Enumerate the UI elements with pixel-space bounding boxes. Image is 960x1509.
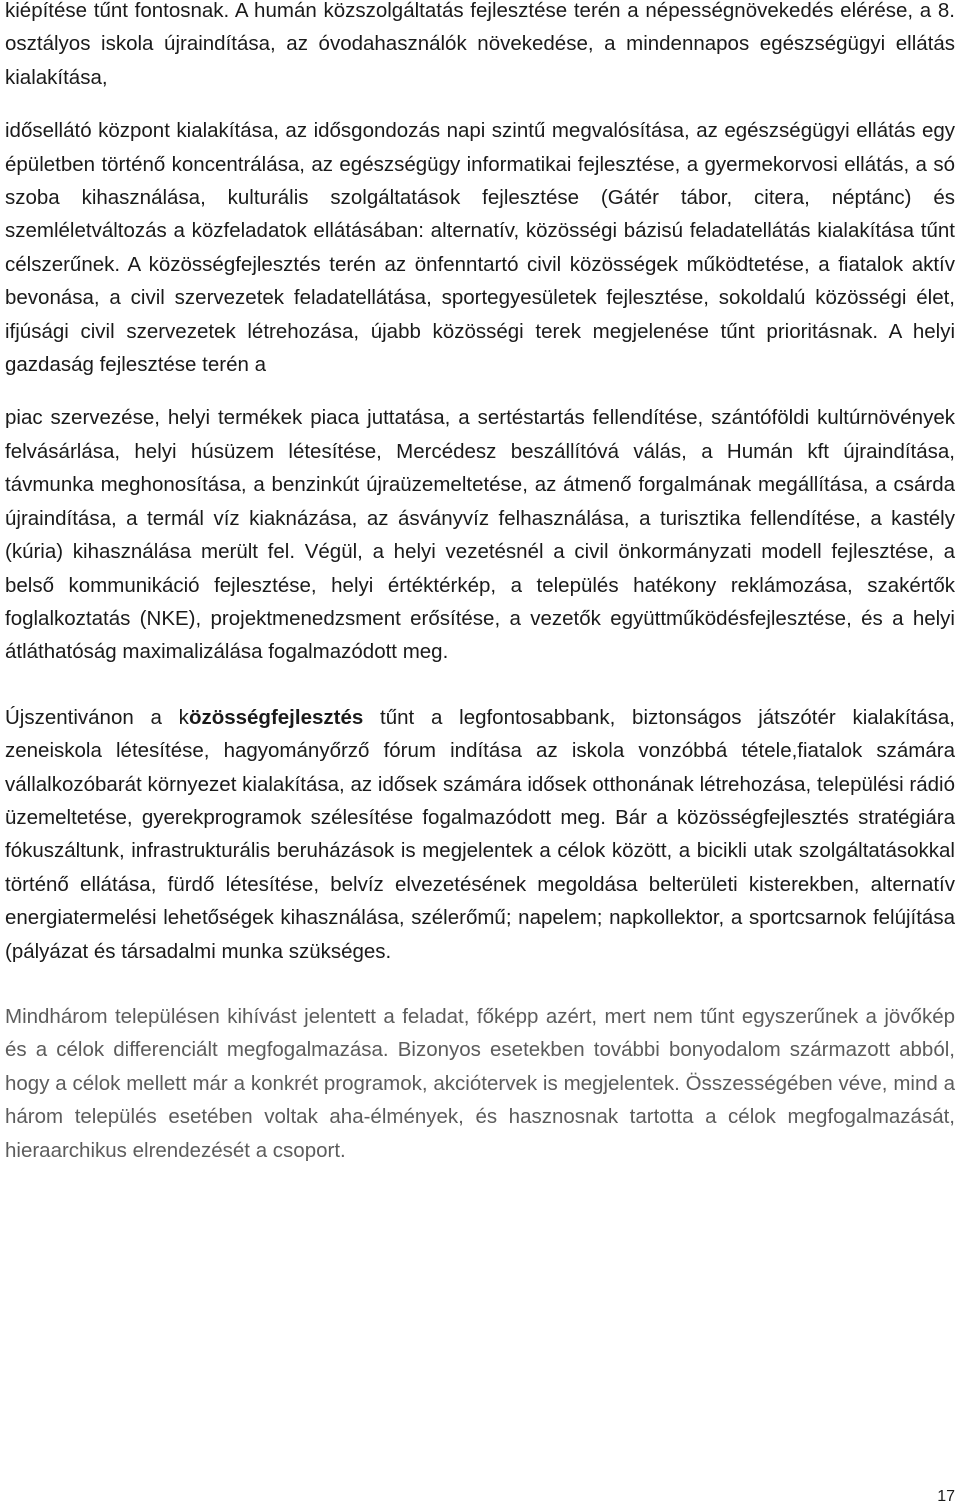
paragraph-community-development: idősellátó központ kialakítása, az idősgondozás napi szintű megvalósítása, az egészségügyi ellátás egy épületben történő koncentrálása, az egészségügy informatikai fejlesztése, a gyermekorvosi ellátás, a só szoba kihasználása, kulturális szolgáltatások fejlesztése (Gátér tábor, citera, néptánc) és szemléletváltozás a közfeladatok ellátásában: alternatív, közösségi bázisú feladatellátás kialakítása tűnt célszerűnek. A közösségfejlesztés terén az önfenntartó civil közösségek működtetése, a fiatalok aktív bevonása, a civil szervezetek feladatellátása, sportegyesületek fejlesztése, sokoldalú közösségi élet, ifjúsági civil szervezetek létrehozása, újabb közösségi terek megjelenése tűnt prioritásnak. A helyi gazdaság fejlesztése terén a (5, 119, 955, 377)
paragraph-ujszentivan-intro: Újszentivánon a k (5, 705, 189, 729)
paragraph-ujszentivan-body: tűnt a legfontosabbank, biztonságos játszótér kialakítása, zeneiskola létesítése, hagyományőrző fórum indítása az iskola vonzóbbá tétele,fiatalok számára vállalkozóbarát környezet kialakítása, az idősek számára idősek otthonának létrehozása, települési rádió üzemeltetése, gyerekprogramok szélesítése fogalmazódott meg. Bár a közösségfejlesztés stratégiára fókuszáltunk, infrastrukturális beruházások is megjelentek a célok között, a bicikli utak szolgáltatásokkal történő ellátása, fürdő létesítése, belvíz elvezetésének megoldása belterületi kisterekben, alternatív energiatermelési lehetőségek kihasználása, szélerőmű; napelem; napkollektor, a sportcsarnok felújítása (pályázat és társadalmi munka szükséges. (5, 705, 955, 963)
page-number: 17 (937, 1488, 955, 1505)
paragraph-conclusion: Mindhárom településen kihívást jelentett a feladat, főképp azért, mert nem tűnt egyszerűnek a jövőkép és a célok differenciált megfogalmazása. Bizonyos esetekben további bonyodalom származott abból, hogy a célok mellett már a konkrét programok, akciótervek is megjelentek. Összességében véve, mind a három település esetében voltak aha-élmények, és hasznosnak tartotta a célok megfogalmazását, hieraarchikus elrendezését a csoport. (5, 1004, 955, 1162)
document-page (5, 0, 955, 1167)
paragraph-ujszentivan-bold-term: özösségfejlesztés (188, 705, 364, 729)
paragraph-human-services: kiépítése tűnt fontosnak. A humán közszolgáltatás fejlesztése terén a népességnövekedés elérése, a 8. osztályos iskola újraindítása, az óvodahasználók növekedése, a mindennapos egészségügyi ellátás kialakítása, (5, 0, 955, 89)
paragraph-ujszentivan (5, 701, 955, 968)
paragraph-local-economy: piac szervezése, helyi termékek piaca juttatása, a sertéstartás fellendítése, szántóföldi kultúrnövények felvásárlása, helyi húsüzem létesítése, Mercédesz beszállítóvá válás, a Humán kft újraindítása, távmunka meghonosítása, a benzinkút újraüzemeltetése, az átmenő forgalmának megállítása, a csárda újraindítása, a termál víz kiaknázása, az ásványvíz felhasználása, a turisztika fellendítése, a kastély (kúria) kihasználása merült fel. Végül, a helyi vezetésnél a civil önkormányzati modell fejlesztése, a belső kommunikáció fejlesztése, helyi értéktérkép, a település hatékony reklámozása, szakértők foglalkoztatás (NKE), projektmenedzsment erősítése, a vezetők együttműködésfejlesztése, és a helyi átláthatóság maximalizálása fogalmazódott meg. (5, 406, 955, 664)
